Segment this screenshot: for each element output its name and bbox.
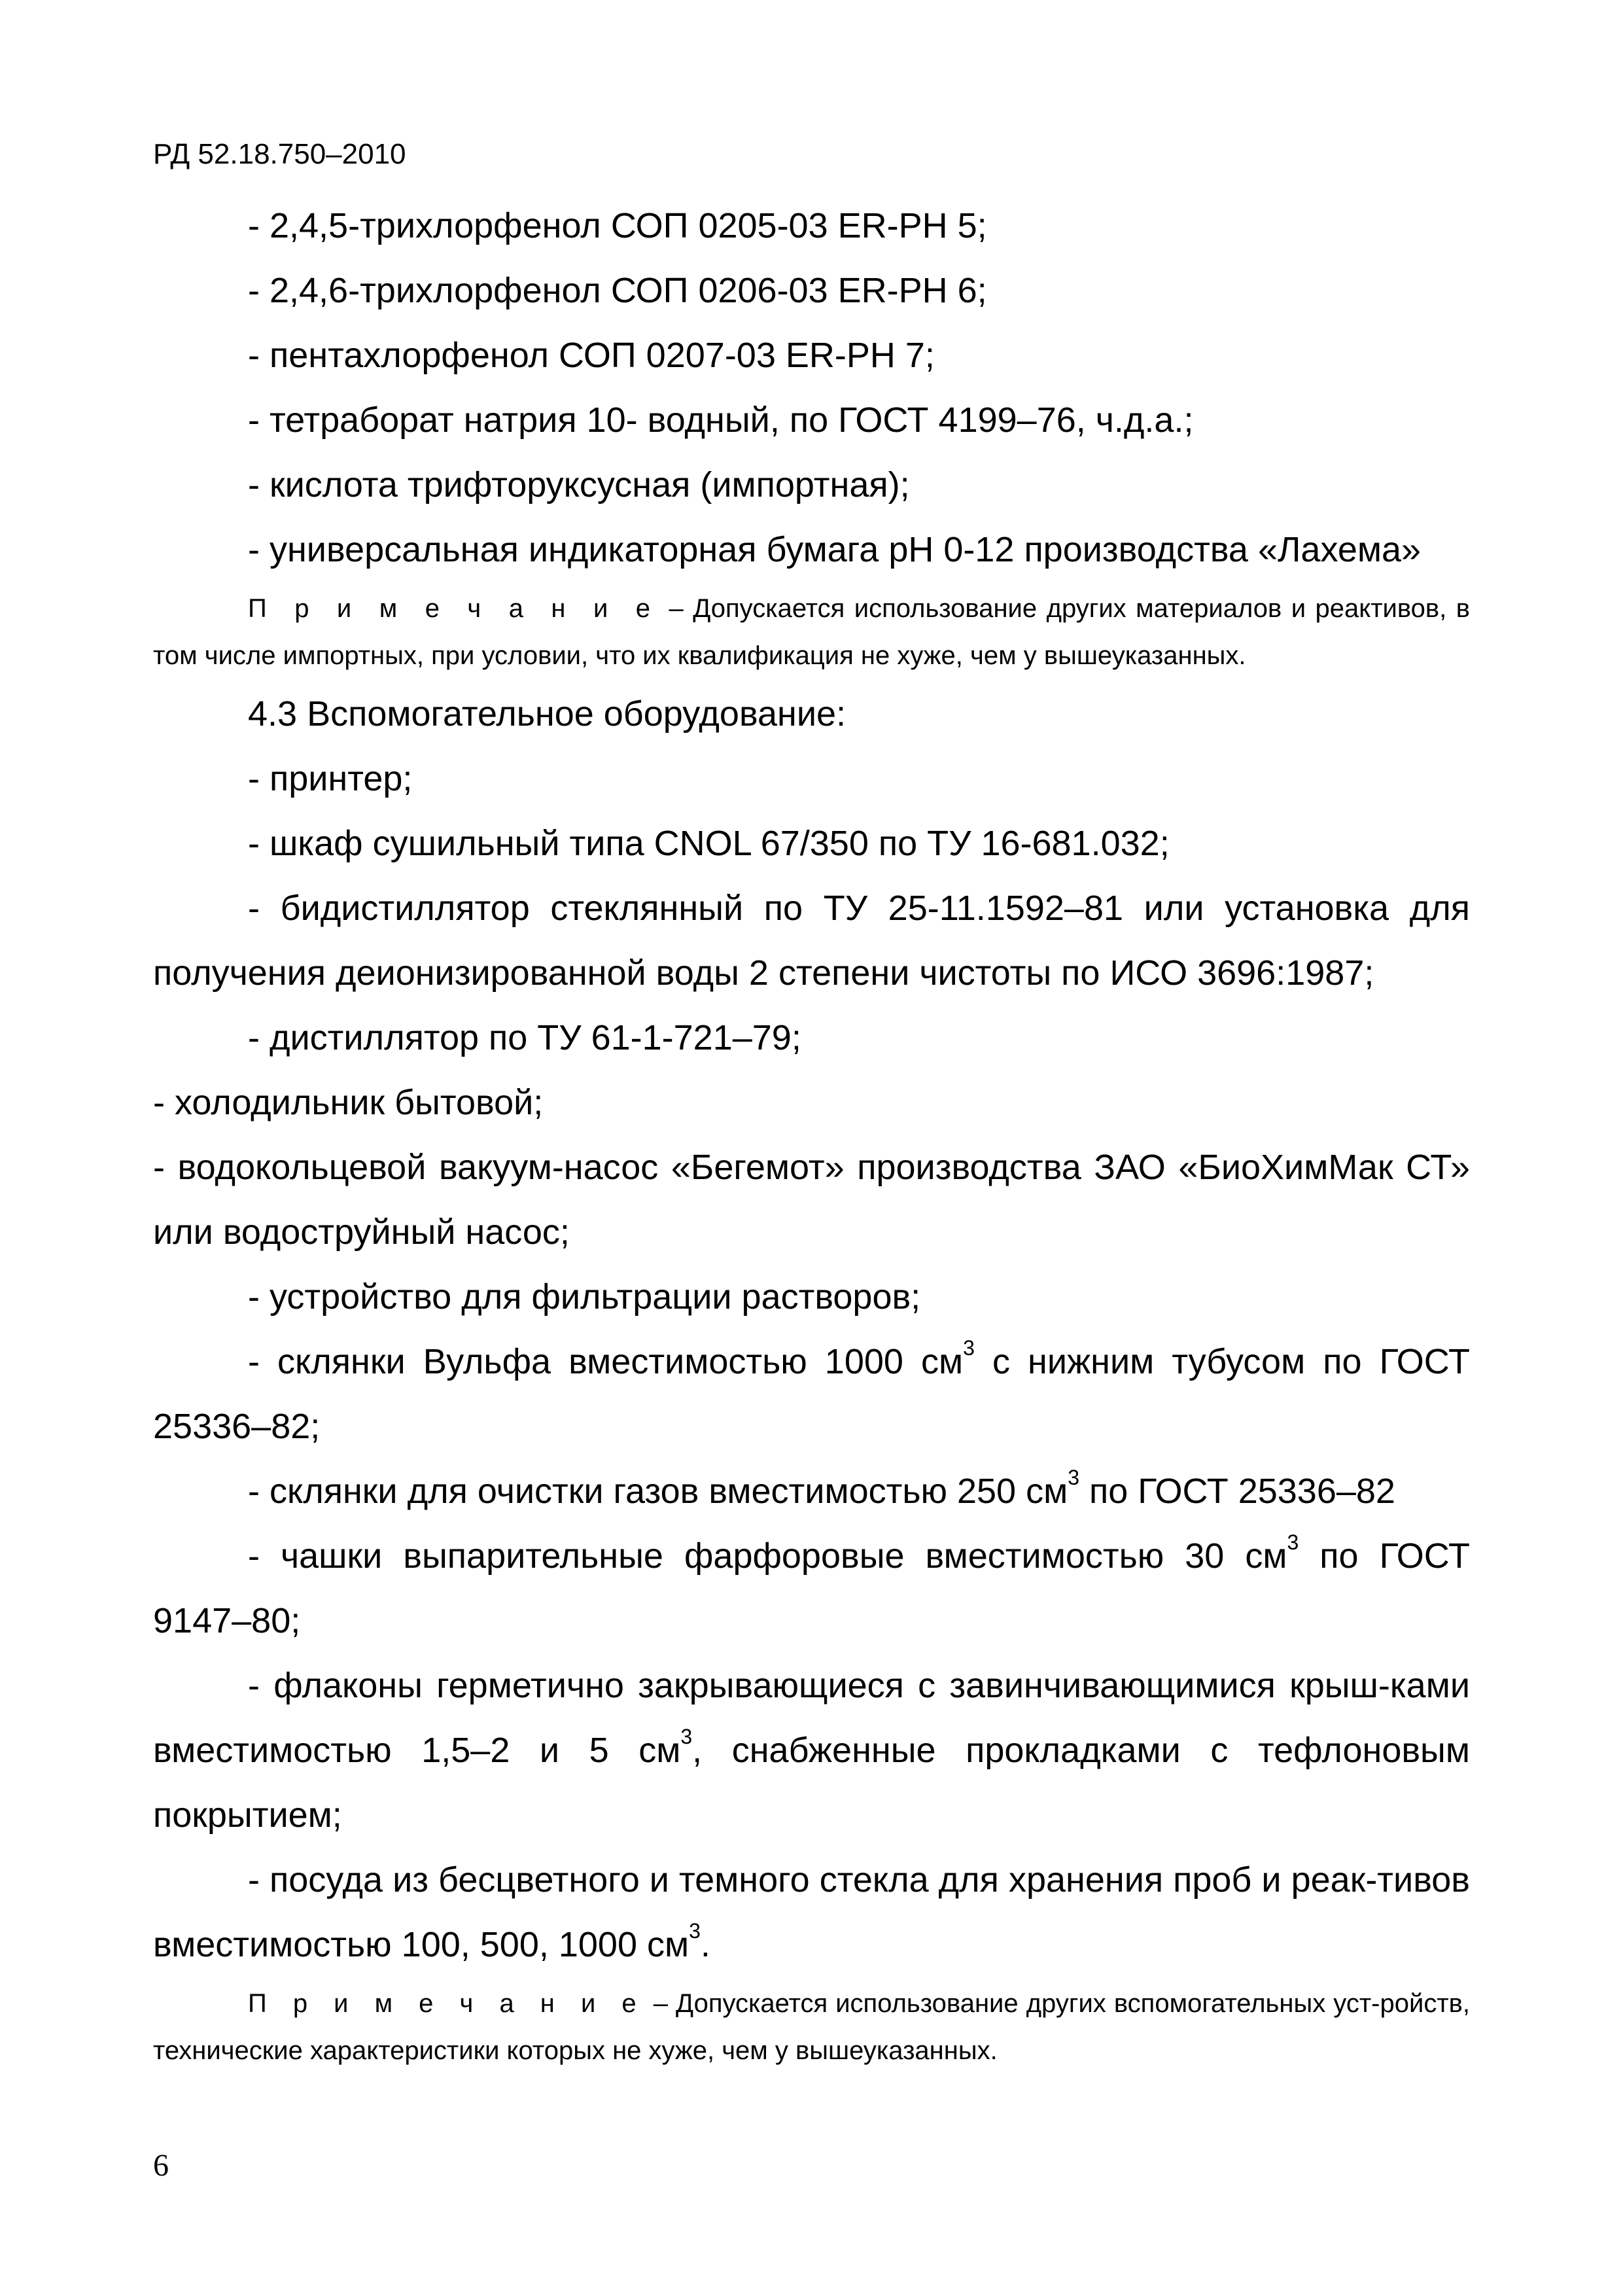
section-heading: 4.3 Вспомогательное оборудование: <box>248 694 846 733</box>
list-item: - склянки Вульфа вместимостью 1000 $см^3$ с нижним тубусом по ГОСТ 25336–82; <box>153 1336 1470 1446</box>
list-item: - склянки для очистки газов вместимостью 250 $см^3$ по ГОСТ 25336–82 <box>248 1466 1395 1511</box>
note-label: П р и м е ч а н и е <box>248 594 660 623</box>
list-item: - тетраборат натрия 10- водный, по ГОСТ 4199–76, ч.д.а.; <box>248 400 1194 440</box>
list-item: - флаконы герметично закрывающиеся с завинчивающимися крыш-ками вместимостью 1,5–2 и 5 $см^3$, снабженные прокладками с тефлоновым покрытием; <box>153 1666 1470 1835</box>
list-item: - принтер; <box>248 759 413 798</box>
note-materials <box>153 585 1470 679</box>
list-item: - дистиллятор по ТУ 61-1-721–79; <box>248 1018 801 1057</box>
list-item: - чашки выпарительные фарфоровые вместимостью 30 $см^3$ по ГОСТ 9147–80; <box>153 1530 1470 1640</box>
page-number: 6 <box>153 2148 169 2183</box>
list-item: - бидистиллятор стеклянный по ТУ 25-11.1592–81 или установка для получения деионизированной воды 2 степени чистоты по ИСО 3696:1987; <box>153 889 1470 993</box>
list-item: - шкаф сушильный типа CNOL 67/350 по ТУ 16-681.032; <box>248 824 1170 863</box>
list-item: - кислота трифторуксусная (импортная); <box>248 465 910 504</box>
list-item: - 2,4,6-трихлорфенол СОП 0206-03 ER-PH 6; <box>248 271 987 310</box>
list-item: - устройство для фильтрации растворов; <box>248 1277 921 1316</box>
note-equipment <box>153 1980 1470 2074</box>
note-label: П р и м е ч а н и е <box>248 1989 646 2018</box>
document-code: РД 52.18.750–2010 <box>153 138 406 170</box>
list-item: - универсальная индикаторная бумага pH 0-12 производства «Лахема» <box>248 530 1422 569</box>
note-text: – Допускается использование других вспомогательных уст-ройств, технические характеристики которых не хуже, чем у вышеуказанных. <box>153 1989 1471 2065</box>
list-item: - холодильник бытовой; <box>153 1083 544 1122</box>
list-item: - пентахлорфенол СОП 0207-03 ER-PH 7; <box>248 336 935 375</box>
note-text: – Допускается использование других материалов и реактивов, в том числе импортных, при условии, что их квалификация не хуже, чем у вышеуказанных. <box>153 594 1471 670</box>
list-item: - 2,4,5-трихлорфенол СОП 0205-03 ER-PH 5; <box>248 206 987 245</box>
list-item: - водокольцевой вакуум-насос «Бегемот» производства ЗАО «БиоХимМак СТ» или водоструйный насос; <box>153 1148 1470 1252</box>
document-body <box>153 194 1470 2074</box>
list-item: - посуда из бесцветного и темного стекла для хранения проб и реак-тивов вместимостью 100, 500, 1000 $см^3$. <box>153 1860 1470 1964</box>
